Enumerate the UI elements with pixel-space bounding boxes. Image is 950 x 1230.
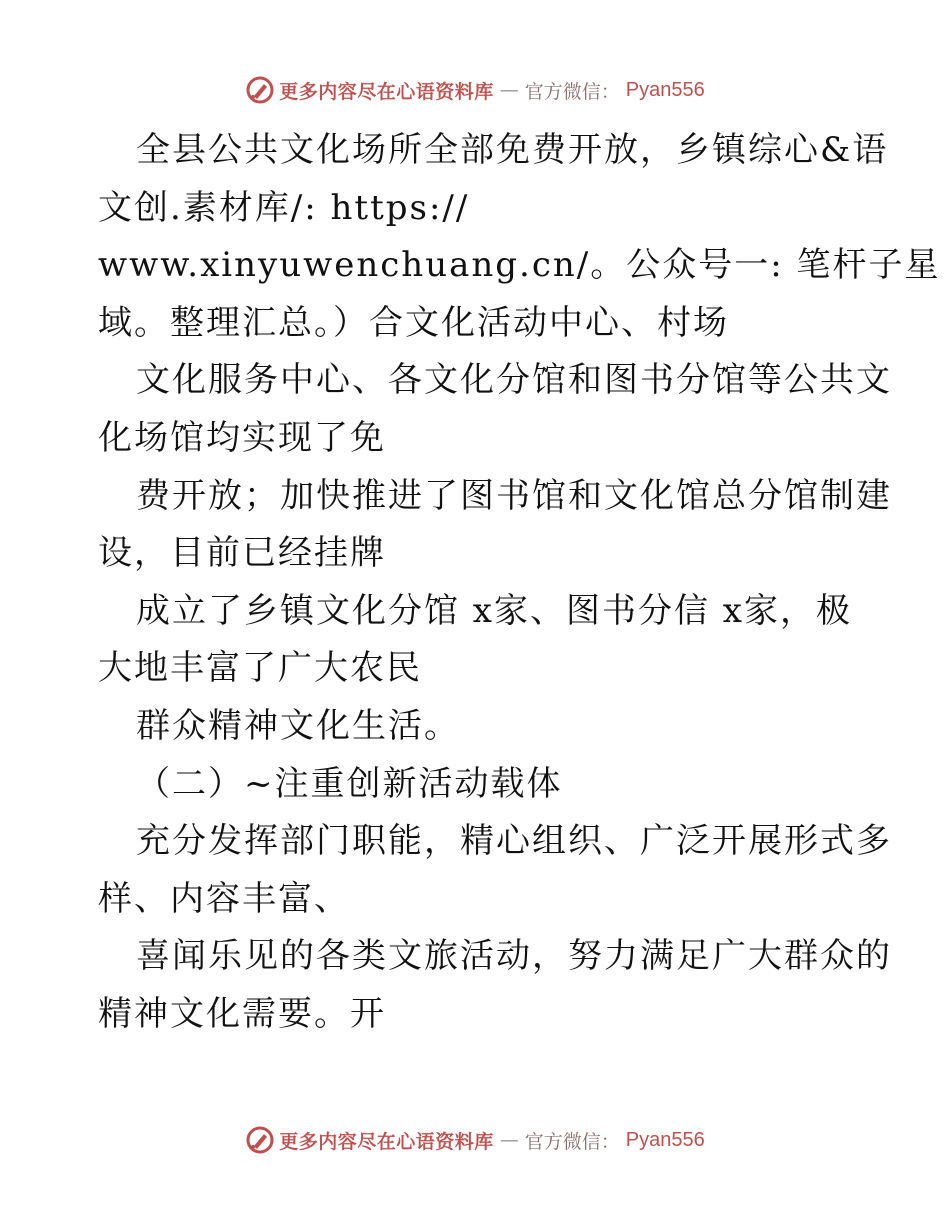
banner-title: 更多内容尽在心语资料库 [279,80,494,103]
body-line: 充分发挥部门职能，精心组织、广泛开展形式多 [136,821,892,862]
body-line: 样、内容丰富、 [98,878,350,919]
banner-dash: — [499,79,519,101]
body-line: 大地丰富了广大农民 [98,648,422,689]
pen-logo-icon [245,1125,275,1155]
banner-wechat-id: Pyan556 [625,78,705,101]
body-line: 文创.素材库/: https:// [98,187,470,228]
body-line: 成立了乡镇文化分馆 x家、图书分信 x家，极 [136,590,852,631]
banner-wechat-id: Pyan556 [625,1128,705,1151]
header-banner [0,70,950,110]
document-body [98,122,941,1044]
body-line: 全县公共文化场所全部免费开放，乡镇综心&语 [136,130,889,170]
body-line: 群众精神文化生活。 [136,705,460,746]
body-line: 域。整理汇总。）合文化活动中心、村场 [98,302,729,343]
body-line: 设，目前已经挂牌 [98,533,386,574]
body-line: 文化服务中心、各文化分馆和图书分馆等公共文 [136,360,892,401]
body-line: 喜闻乐见的各类文旅活动，努力满足广大群众的 [136,936,892,977]
pen-logo-icon [245,75,275,105]
banner-wechat-label: 官方微信： [524,1130,620,1153]
section-heading: （二）~注重创新活动载体 [136,763,563,804]
body-line: 费开放；加快推进了图书馆和文化馆总分馆制建 [136,475,892,516]
banner-title: 更多内容尽在心语资料库 [279,1130,494,1153]
body-line: 精神文化需要。开 [98,993,386,1034]
body-line: 化场馆均实现了免 [98,417,386,458]
body-line: www.xinyuwenchuang.cn/。公众号一: 笔杆子星 [98,245,941,286]
banner-dash: — [499,1129,519,1151]
footer-banner [0,1120,950,1160]
banner-wechat-label: 官方微信： [524,80,620,103]
